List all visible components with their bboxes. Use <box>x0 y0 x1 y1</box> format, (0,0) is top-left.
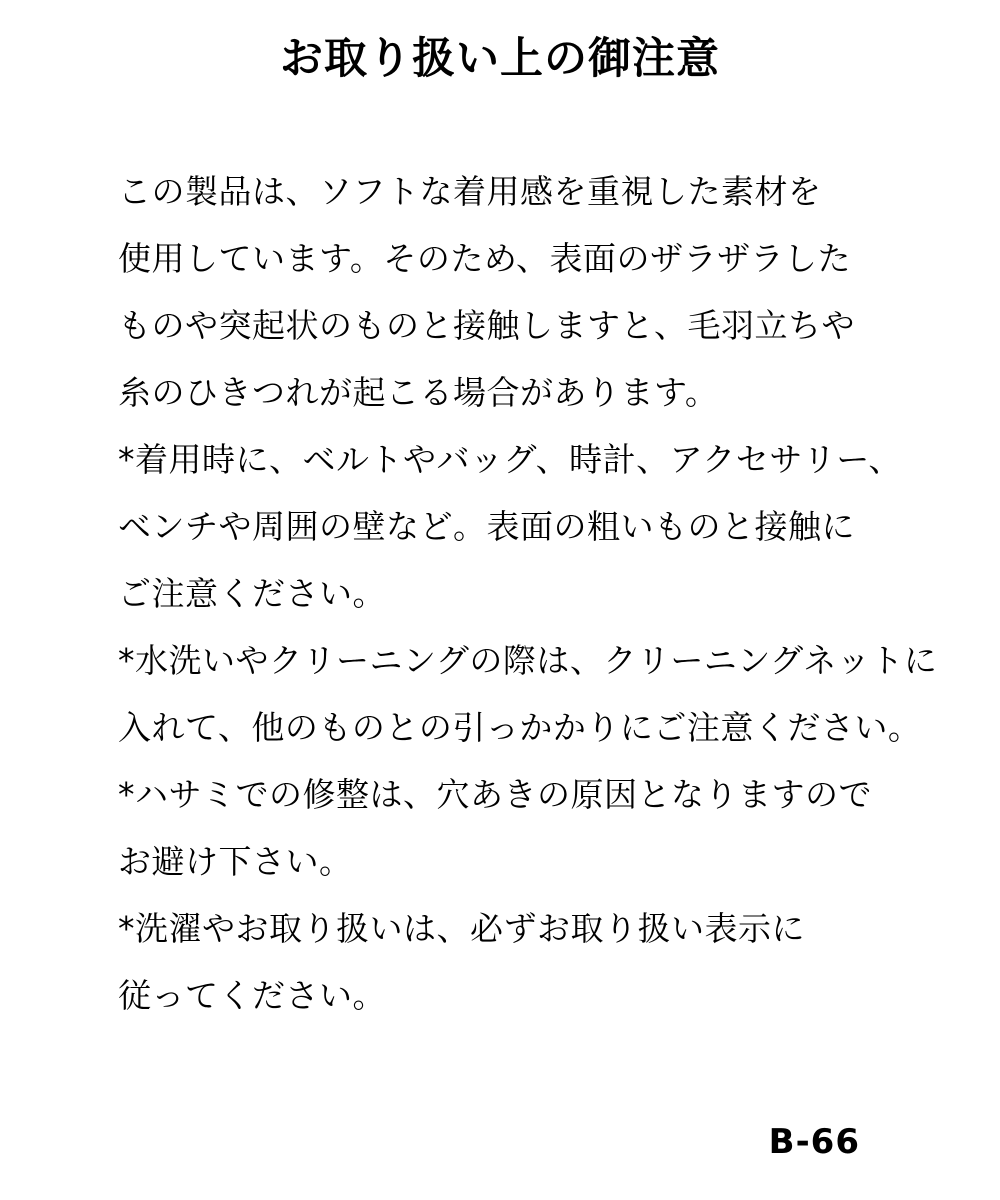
instruction-line: この製品は、ソフトな着用感を重視した素材を <box>118 171 822 211</box>
instruction-line: ものや突起状のものと接触しますと、毛羽立ちや <box>118 305 855 345</box>
instruction-line: 従ってください。 <box>118 975 386 1015</box>
instruction-line: 入れて、他のものとの引っかかりにご注意ください。 <box>118 707 922 747</box>
instruction-line: ベンチや周囲の壁など。表面の粗いものと接触に <box>118 506 855 546</box>
document-code: B-66 <box>768 1122 860 1162</box>
instruction-line: お避け下さい。 <box>118 841 353 881</box>
instruction-line: *洗濯やお取り扱いは、必ずお取り扱い表示に <box>118 908 805 948</box>
instruction-line: 使用しています。そのため、表面のザラザラした <box>118 238 852 278</box>
instruction-line: 糸のひきつれが起こる場合があります。 <box>118 372 719 412</box>
instruction-line: ご注意ください。 <box>118 573 386 613</box>
page-title: お取り扱い上の御注意 <box>280 34 720 84</box>
instruction-line: *水洗いやクリーニングの際は、クリーニングネットに <box>118 640 938 680</box>
instruction-line: *ハサミでの修整は、穴あきの原因となりますので <box>118 774 872 814</box>
instruction-line: *着用時に、ベルトやバッグ、時計、アクセサリー、 <box>118 439 902 479</box>
instructions-body <box>0 158 1000 1029</box>
